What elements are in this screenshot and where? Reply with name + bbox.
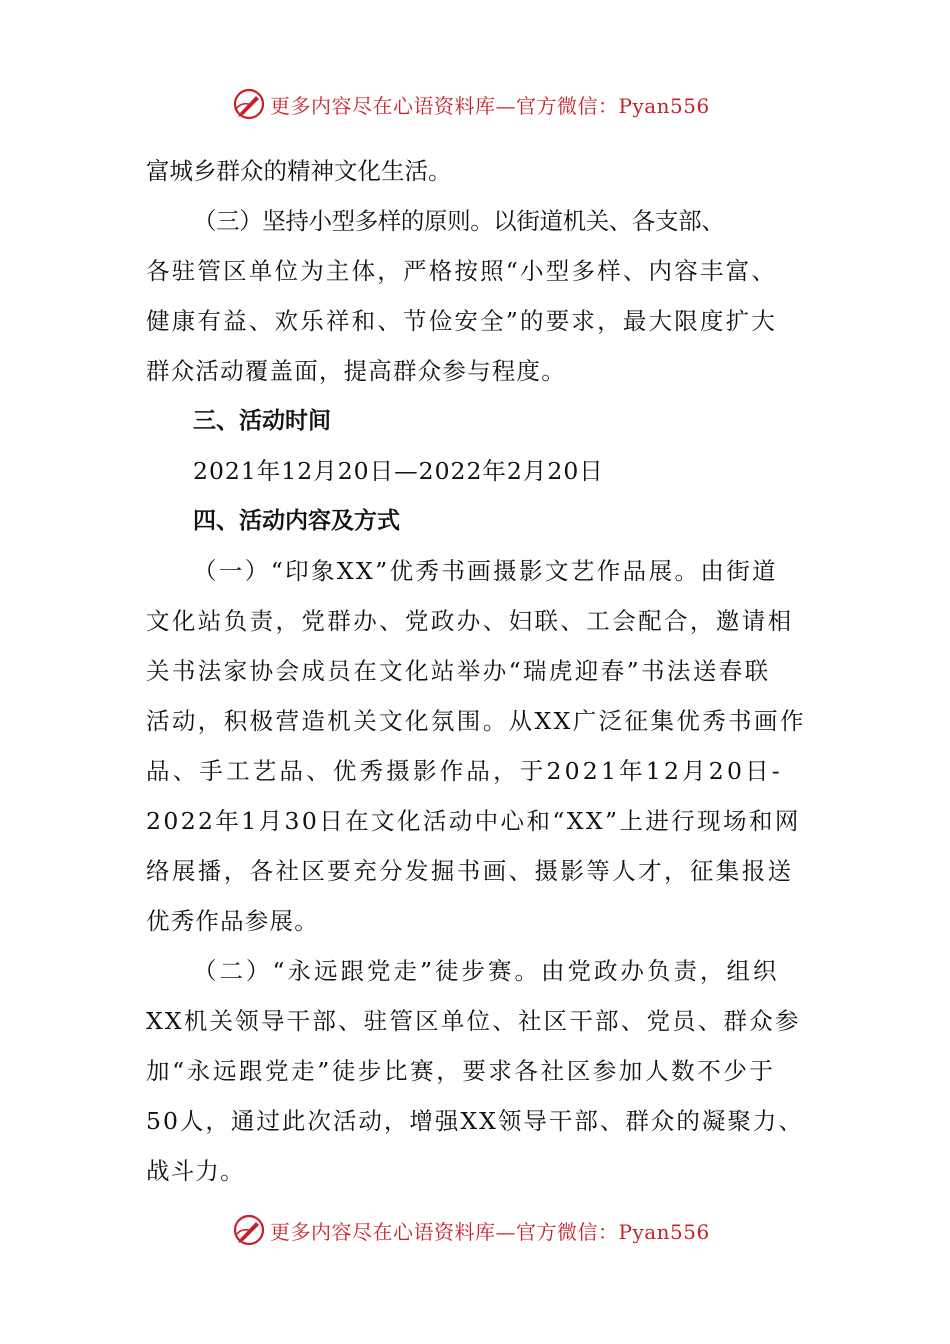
paragraph-line: 关书法家协会成员在文化站举办“瑞虎迎春”书法送春联: [146, 657, 771, 685]
paragraph-line: 加“永远跟党走”徒步比赛，要求各社区参加人数不少于: [146, 1057, 776, 1085]
paragraph-line: 活动，积极营造机关文化氛围。从XX广泛征集优秀书画作: [146, 707, 806, 735]
paragraph-line: XX机关领导干部、驻管区单位、社区干部、党员、群众参: [146, 1007, 801, 1035]
paragraph-line: （一）“印象XX”优秀书画摄影文艺作品展。由街道: [193, 557, 779, 585]
section-heading: 四、活动内容及方式: [193, 508, 400, 534]
pen-logo-icon: [232, 87, 266, 121]
watermark-text: 更多内容尽在心语资料库—官方微信：Pyan556: [270, 1219, 710, 1244]
paragraph-line: （二）“永远跟党走”徒步赛。由党政办负责，组织: [193, 957, 780, 985]
pen-logo-icon: [232, 1213, 266, 1247]
section-heading: 三、活动时间: [193, 408, 331, 434]
line-text: （三）坚持小型多样的原则。以街道机关、各支部、: [193, 207, 725, 235]
paragraph-line: 各驻管区单位为主体，严格按照“小型多样、内容丰富、: [146, 257, 778, 285]
watermark-footer: [232, 1212, 710, 1248]
paragraph-line: 50人，通过此次活动，增强XX领导干部、群众的凝聚力、: [146, 1107, 804, 1135]
paragraph-line: 品、手工艺品、优秀摄影作品，于2021年12月20日-: [146, 757, 783, 785]
watermark-header: [232, 86, 710, 122]
paragraph-line: 富城乡群众的精神文化生活。: [146, 157, 452, 185]
paragraph-line: 络展播，各社区要充分发掘书画、摄影等人才，征集报送: [146, 857, 794, 885]
watermark-text: 更多内容尽在心语资料库—官方微信：Pyan556: [270, 93, 710, 118]
paragraph-line: 2022年1月30日在文化活动中心和“XX”上进行现场和网: [146, 807, 801, 835]
paragraph-line: 战斗力。: [146, 1157, 245, 1185]
paragraph-line: 2021年12月20日—2022年2月20日: [193, 457, 604, 485]
paragraph-line: [193, 196, 806, 246]
paragraph-line: 文化站负责，党群办、党政办、妇联、工会配合，邀请相: [146, 607, 794, 635]
paragraph-line: 优秀作品参展。: [146, 907, 319, 935]
paragraph-line: 健康有益、欢乐祥和、节俭安全”的要求，最大限度扩大: [146, 307, 778, 335]
paragraph-line: 群众活动覆盖面，提高群众参与程度。: [146, 357, 566, 385]
